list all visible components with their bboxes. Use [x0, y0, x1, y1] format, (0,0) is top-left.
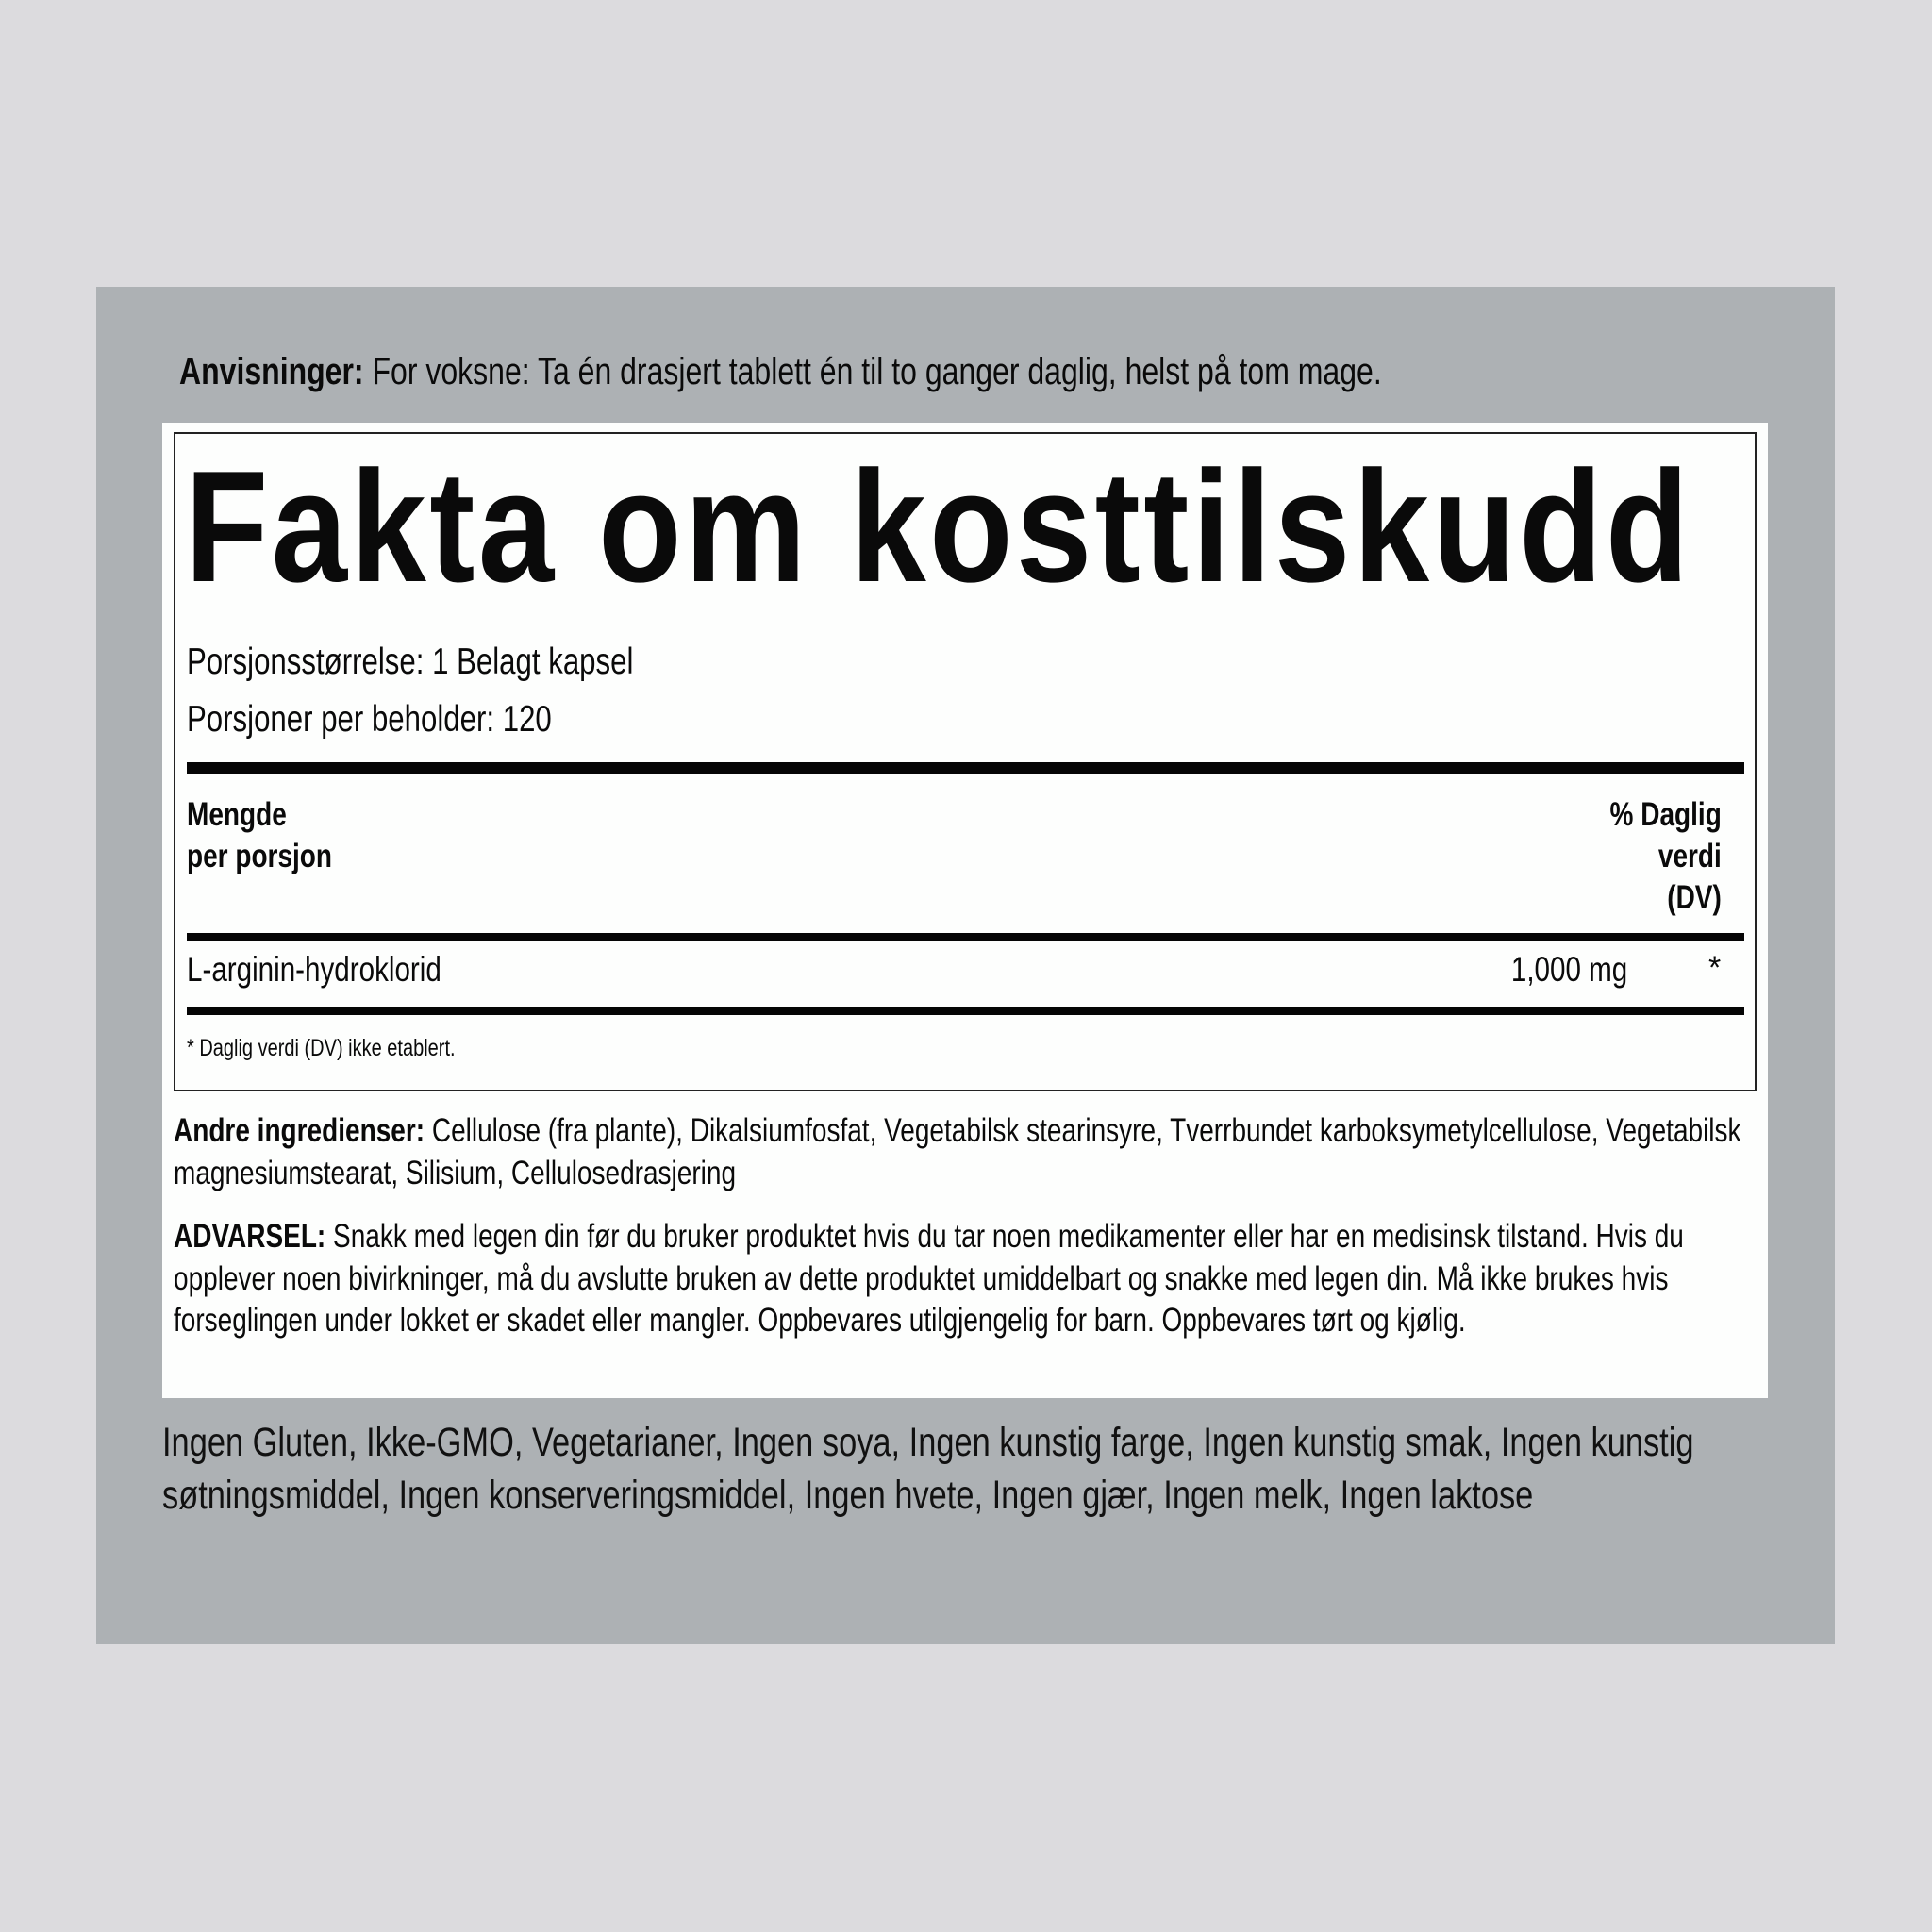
dv-header-line: % Daglig: [1609, 796, 1722, 833]
directions: [179, 351, 1382, 393]
other-ingredients-text: Cellulose (fra plante), Dikalsiumfosfat, Vegetabilsk stearinsyre, Tverrbundet karboksymetylcellulose, Vegetabilsk magnesiumstearat, Silisium, Cellulosedrasjering: [174, 1112, 1741, 1191]
directions-label: Anvisninger:: [179, 351, 364, 392]
dv-header-line: verdi: [1658, 838, 1722, 874]
ingredient-name: L-arginin-hydroklorid: [187, 950, 441, 989]
other-ingredients: [174, 1110, 1766, 1194]
thick-divider: [187, 762, 1744, 774]
footnote: * Daglig verdi (DV) ikke etablert.: [187, 1035, 456, 1061]
servings-per-container: Porsjoner per beholder: 120: [187, 699, 552, 740]
divider: [187, 933, 1744, 941]
dv-header-line: (DV): [1667, 879, 1722, 916]
amount-header: [187, 794, 332, 877]
warning-label: ADVARSEL:: [174, 1218, 326, 1255]
product-claims: Ingen Gluten, Ikke-GMO, Vegetarianer, Ingen soya, Ingen kunstig farge, Ingen kunstig smak, Ingen kunstig søtningsmiddel, Ingen konserveringsmiddel, Ingen hvete, Ingen gjær, Ingen melk, Ingen laktose: [162, 1420, 1694, 1518]
ingredient-amount: 1,000 mg: [1510, 950, 1627, 989]
warning: [174, 1216, 1766, 1342]
divider: [187, 1007, 1744, 1015]
other-ingredients-label: Andre ingredienser:: [174, 1112, 425, 1149]
amount-header-line: per porsjon: [187, 838, 333, 874]
amount-header-line: Mengde: [187, 796, 287, 833]
warning-text: Snakk med legen din før du bruker produktet hvis du tar noen medikamenter eller har en medisinsk tilstand. Hvis du opplever noen bivirkninger, må du avslutte bruken av dette produktet umiddelbart og snakke med legen din. Må ikke brukes hvis forseglingen under lokket er skadet eller mangler. Oppbevares utilgjengelig for barn. Oppbevares tørt og kjølig.: [174, 1218, 1684, 1339]
directions-text: For voksne: Ta én drasjert tablett én til to ganger daglig, helst på tom mage.: [363, 351, 1382, 392]
facts-title: Fakta om kosttilskudd: [185, 438, 1692, 615]
dv-header: [1610, 794, 1722, 919]
serving-size: Porsjonsstørrelse: 1 Belagt kapsel: [187, 641, 634, 682]
ingredient-dv: *: [1708, 950, 1722, 986]
